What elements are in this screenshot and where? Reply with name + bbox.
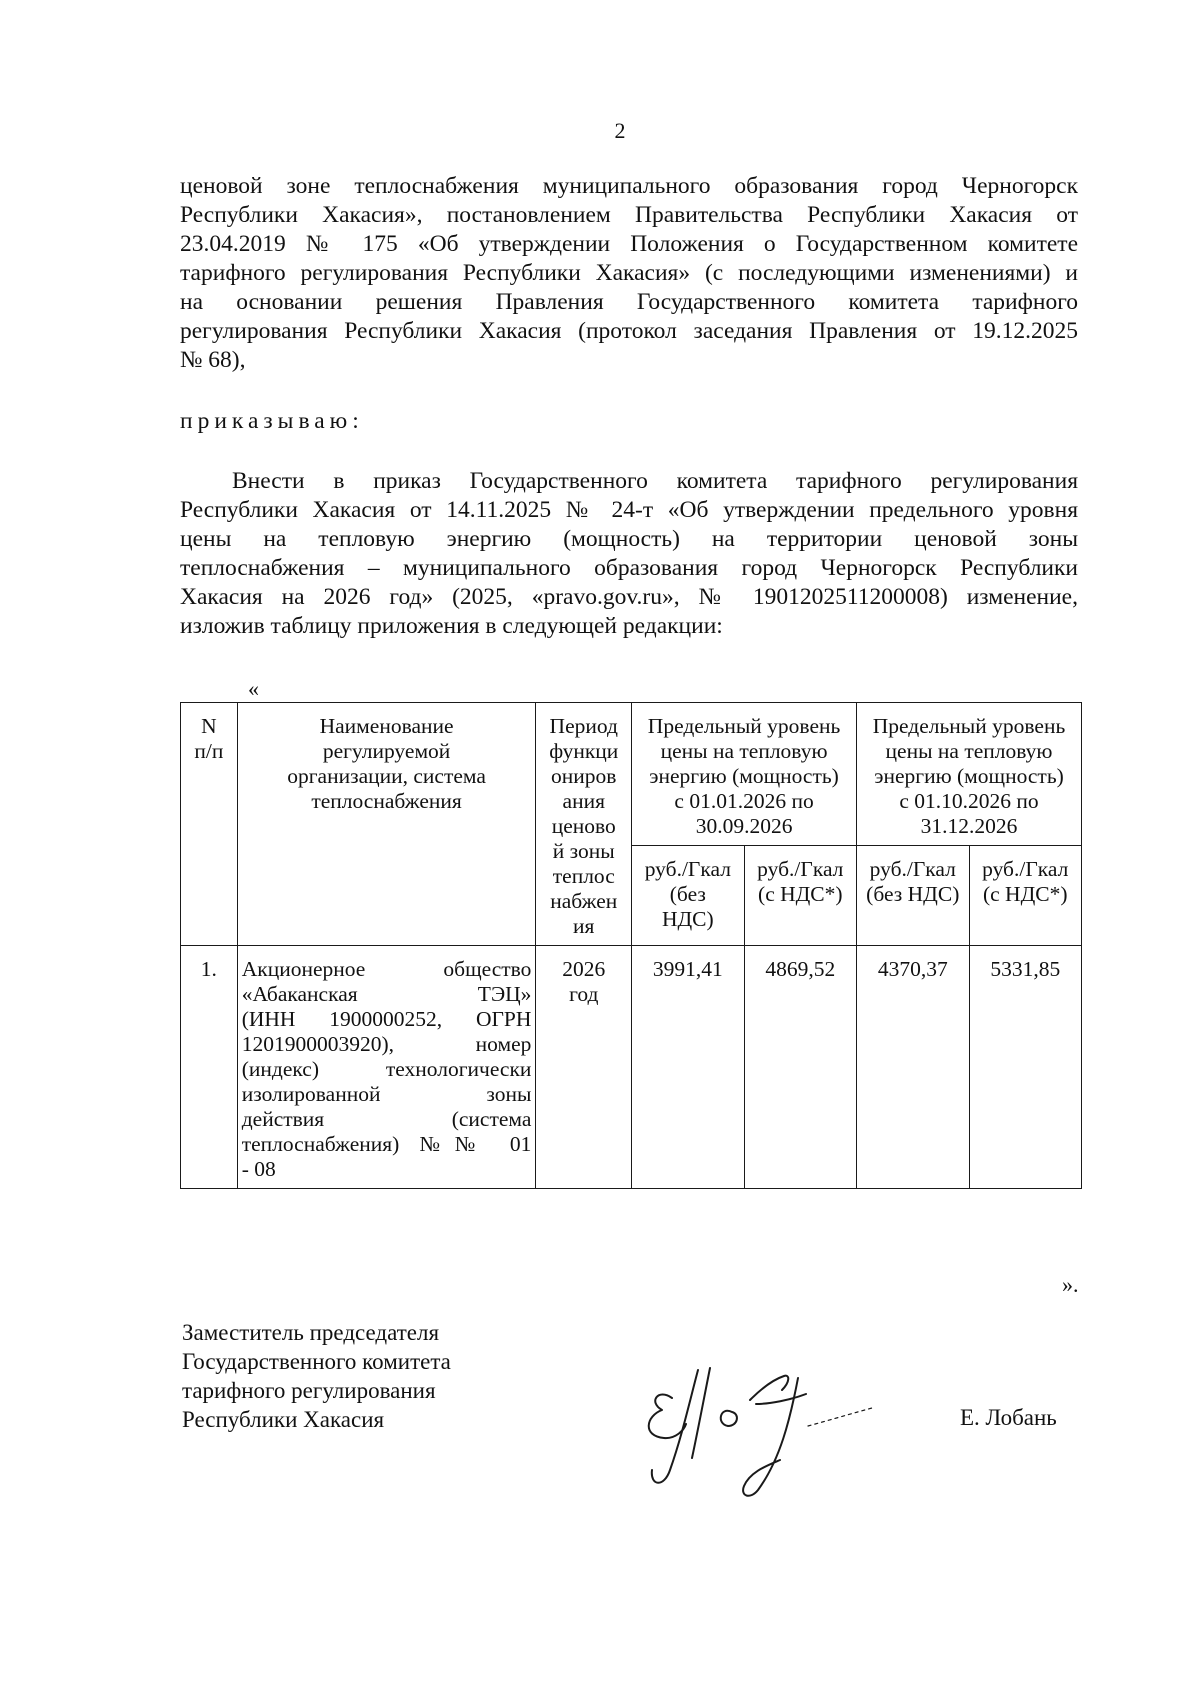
header-text: (с НДС*): [982, 882, 1068, 906]
period-text: год: [569, 982, 599, 1006]
header-text: Предельный уровень: [872, 714, 1066, 738]
row-number: 1.: [181, 946, 238, 1189]
header-text: руб./Гкал: [644, 857, 731, 881]
table-row: [181, 946, 1082, 1189]
header-text: ценово: [551, 814, 616, 838]
header-text: ия: [573, 914, 595, 938]
header-text: теплос: [552, 864, 615, 888]
header-text: 30.09.2026: [695, 814, 793, 838]
header-period: [536, 703, 632, 946]
period-text: 2026: [562, 957, 606, 981]
header-text: набжен: [550, 889, 618, 913]
text-line: изложив таблицу приложения в следующей редакции:: [180, 613, 723, 639]
text-line: Хакасия на 2026 год» (2025, «pravo.gov.ru», № 1901202511200008) изменение,: [180, 584, 1078, 610]
title-line: Республики Хакасия: [182, 1407, 385, 1432]
signatory-title: [182, 1318, 451, 1434]
table-header-row: [181, 703, 1082, 846]
header-group-2: [857, 703, 1082, 846]
header-text: регулируемой: [322, 739, 451, 763]
text-line: теплоснабжения – муниципального образования город Черногорск Республики: [180, 555, 1078, 581]
price-1-cell: 3991,41: [632, 946, 744, 1189]
org-text-line: «Абаканская ТЭЦ»: [241, 982, 532, 1006]
header-text: п/п: [194, 739, 224, 763]
period-cell: [536, 946, 632, 1189]
org-text-line: (ИНН 1900000252, ОГРН: [241, 1007, 532, 1031]
order-word: приказываю:: [180, 408, 364, 434]
header-text: й зоны: [552, 839, 615, 863]
text-line: Республики Хакасия», постановлением Правительства Республики Хакасия от: [180, 202, 1078, 228]
text-line: регулирования Республики Хакасия (протокол заседания Правления от 19.12.2025: [180, 318, 1078, 344]
header-text: ания: [562, 789, 605, 813]
text-line: Республики Хакасия от 14.11.2025 № 24-т «Об утверждении предельного уровня: [180, 497, 1078, 523]
closing-quote: ».: [1062, 1272, 1079, 1297]
price-4-cell: 5331,85: [969, 946, 1082, 1189]
title-line: Заместитель председателя: [182, 1320, 440, 1345]
subheader-price-4: [969, 846, 1082, 946]
header-text: энергию (мощность): [649, 764, 839, 788]
header-text: руб./Гкал: [757, 857, 844, 881]
opening-quote: «: [248, 676, 259, 701]
org-text-line: 1201900003920), номер: [241, 1032, 532, 1056]
header-text: Период: [549, 714, 618, 738]
header-text: с 01.01.2026 по: [674, 789, 814, 813]
header-text: 31.12.2026: [920, 814, 1018, 838]
header-text: ониров: [551, 764, 617, 788]
header-num: [181, 703, 238, 946]
header-text: (без НДС): [866, 882, 960, 906]
header-name: [237, 703, 536, 946]
title-line: Государственного комитета: [182, 1349, 451, 1374]
header-text: организации, система: [287, 764, 486, 788]
header-text: Предельный уровень: [647, 714, 841, 738]
price-3-cell: 4370,37: [857, 946, 969, 1189]
text-line: тарифного регулирования Республики Хакасия» (с последующими изменениями) и: [180, 260, 1078, 286]
text-line: цены на тепловую энергию (мощность) на территории ценовой зоны: [180, 526, 1078, 552]
header-text: (с НДС*): [758, 882, 843, 906]
subheader-price-2: [744, 846, 856, 946]
header-group-1: [632, 703, 857, 846]
signer-name: Е. Лобань: [960, 1405, 1057, 1430]
header-text: функци: [549, 739, 619, 763]
text-line: 23.04.2019 № 175 «Об утверждении Положения о Государственном комитете: [180, 231, 1078, 257]
subheader-price-1: [632, 846, 744, 946]
org-text-line: теплоснабжения) №№ 01: [241, 1132, 532, 1156]
header-text: НДС): [661, 907, 714, 931]
page-number: 2: [614, 118, 626, 143]
org-text-line: Акционерное общество: [241, 957, 532, 981]
org-text-line: (индекс) технологически: [241, 1057, 532, 1081]
header-text: N: [201, 714, 217, 738]
intro-paragraph: [180, 172, 1078, 375]
header-text: руб./Гкал: [982, 857, 1069, 881]
subheader-price-3: [857, 846, 969, 946]
header-text: цены на тепловую: [660, 739, 828, 763]
header-text: теплоснабжения: [311, 789, 462, 813]
header-text: руб./Гкал: [869, 857, 956, 881]
org-text-line: изолированной зоны: [241, 1082, 532, 1106]
body-paragraph: [180, 467, 1078, 641]
price-2-cell: 4869,52: [744, 946, 856, 1189]
header-text: цены на тепловую: [885, 739, 1053, 763]
text-line: № 68),: [180, 347, 246, 373]
header-text: с 01.10.2026 по: [899, 789, 1039, 813]
text-line: ценовой зоне теплоснабжения муниципального образования город Черногорск: [180, 173, 1078, 199]
header-text: Наименование: [319, 714, 454, 738]
organization-name: [237, 946, 536, 1189]
header-text: (без: [669, 882, 706, 906]
price-table: [180, 702, 1082, 1189]
text-line: Внести в приказ Государственного комитета тарифного регулирования: [232, 468, 1078, 494]
title-line: тарифного регулирования: [182, 1378, 436, 1403]
header-text: энергию (мощность): [874, 764, 1064, 788]
org-text-line: - 08: [241, 1157, 276, 1181]
org-text-line: действия (система: [241, 1107, 532, 1131]
text-line: на основании решения Правления Государственного комитета тарифного: [180, 289, 1078, 315]
handwritten-signature: [640, 1340, 880, 1500]
